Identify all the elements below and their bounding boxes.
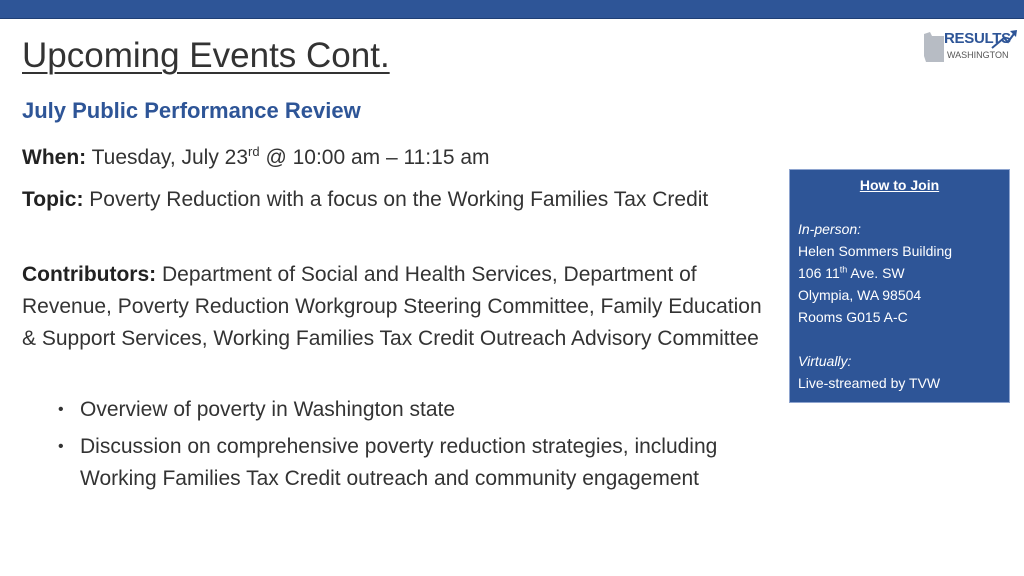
in-person-label: In-person: [798,221,862,237]
city-state-zip: Olympia, WA 98504 [798,287,922,303]
how-to-join-box [789,169,1010,403]
building-name: Helen Sommers Building [798,243,953,259]
results-washington-logo [922,28,1018,68]
list-item-text: Discussion on comprehensive poverty reduction strategies, including Working Families Tax Credit outreach and community engagement [80,435,718,490]
top-bar [0,0,1024,19]
list-item [58,394,778,426]
spacer [798,328,1001,350]
page-title: Upcoming Events Cont. [22,36,390,75]
rooms: Rooms G015 A-C [798,309,908,325]
when-line [22,142,774,174]
when-date-suffix: rd [248,144,260,159]
topic-line [22,184,774,216]
address-suffix: th [839,264,848,275]
contributors-label: Contributors: [22,263,157,286]
virtually-label: Virtually: [798,353,852,369]
street-address [798,262,1001,284]
address-street: Ave. SW [847,265,905,281]
list-item-text: Overview of poverty in Washington state [80,398,456,421]
address-number: 106 11 [798,265,840,281]
list-item [58,431,778,495]
logo-text-results: RESULTS [944,30,1011,47]
event-subtitle: July Public Performance Review [22,98,361,123]
when-time: @ 10:00 am – 11:15 am [259,146,490,169]
when-label: When: [22,146,87,169]
contributors-line [22,259,774,355]
how-to-join-title: How to Join [859,177,940,193]
bullet-icon: • [58,401,64,418]
topic-text: Poverty Reduction with a focus on the Working Families Tax Credit [83,188,709,211]
logo-text-washington: WASHINGTON [947,50,1009,60]
when-date: Tuesday, July 23 [91,146,249,169]
live-stream-info: Live-streamed by TVW [798,375,941,391]
discussion-list [58,394,778,500]
contributors-text: Department of Social and Health Services, Department of Revenue, Poverty Reduction Workgroup Steering Committee, Family Education & Support Services, Working Families Tax Credit Outreach Advisory Committee [22,263,762,350]
bullet-icon: • [58,438,64,455]
topic-label: Topic: [22,188,84,211]
